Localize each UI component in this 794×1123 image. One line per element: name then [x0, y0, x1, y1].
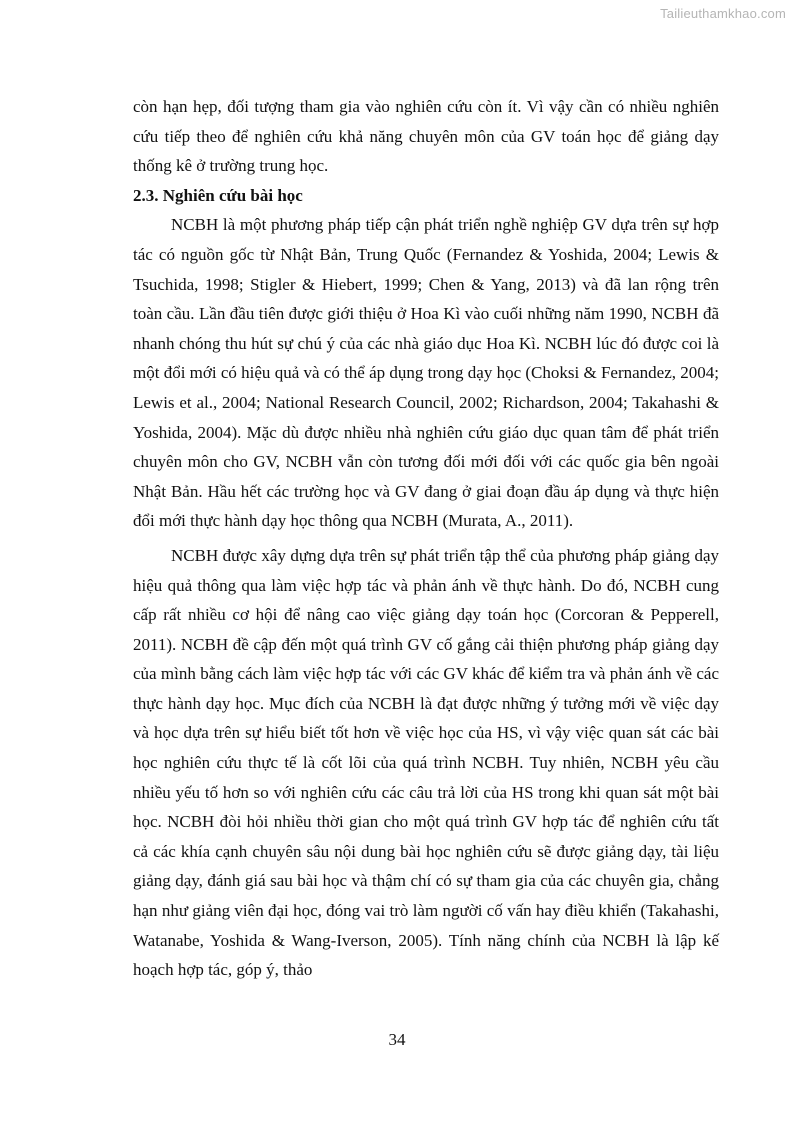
paragraph-continuation: còn hạn hẹp, đối tượng tham gia vào nghiên cứu còn ít. Vì vậy cần có nhiều nghiên cứu tiếp theo để nghiên cứu khả năng chuyên môn của GV toán học để giảng dạy thống kê ở trường trung học.	[133, 97, 719, 176]
paragraph-ncbh-process: NCBH được xây dựng dựa trên sự phát triển tập thể của phương pháp giảng dạy hiệu quả thông qua làm việc hợp tác và phản ánh về thực hành. Do đó, NCBH cung cấp rất nhiều cơ hội để nâng cao việc giảng dạy toán học (Corcoran & Pepperell, 2011). NCBH đề cập đến một quá trình GV cố gắng cải thiện phương pháp giảng dạy của mình bằng cách làm việc hợp tác với các GV khác để kiểm tra và phản ánh về các thực hành dạy học. Mục đích của NCBH là đạt được những ý tưởng mới về việc dạy và học dựa trên sự hiểu biết tốt hơn về việc học của HS, vì vậy việc quan sát các bài học nghiên cứu thực tế là cốt lõi của quá trình NCBH. Tuy nhiên, NCBH yêu cầu nhiều yếu tố hơn so với nghiên cứu các câu trả lời của HS trong khi quan sát một bài học. NCBH đòi hỏi nhiều thời gian cho một quá trình GV hợp tác để nghiên cứu tất cả các khía cạnh chuyên sâu nội dung bài học nghiên cứu sẽ được giảng dạy, tài liệu giảng dạy, đánh giá sau bài học và thậm chí có sự tham gia của các chuyên gia, chẳng hạn như giảng viên đại học, đóng vai trò làm người cố vấn hay điều khiển (Takahashi, Watanabe, Yoshida & Wang-Iverson, 2005). Tính năng chính của NCBH là lập kế hoạch hợp tác, góp ý, thảo	[133, 545, 719, 980]
page-number: 34	[388, 1030, 406, 1049]
section-heading: 2.3. Nghiên cứu bài học	[133, 185, 303, 205]
watermark: Tailieuthamkhao.com	[660, 6, 786, 21]
paragraph-ncbh-origin: NCBH là một phương pháp tiếp cận phát triển nghề nghiệp GV dựa trên sự hợp tác có nguồn gốc từ Nhật Bản, Trung Quốc (Fernandez & Yoshida, 2004; Lewis & Tsuchida, 1998; Stigler & Hiebert, 1999; Chen & Yang, 2013) và đã lan rộng trên toàn cầu. Lần đầu tiên được giới thiệu ở Hoa Kì vào cuối những năm 1990, NCBH đã nhanh chóng thu hút sự chú ý của các nhà giáo dục Hoa Kì. NCBH lúc đó được coi là một đổi mới có hiệu quả và có thể áp dụng trong dạy học (Choksi & Fernandez, 2004; Lewis et al., 2004; National Research Council, 2002; Richardson, 2004; Takahashi & Yoshida, 2004). Mặc dù được nhiều nhà nghiên cứu giáo dục quan tâm để phát triển chuyên môn cho GV, NCBH vẫn còn tương đối mới đối với các quốc gia bên ngoài Nhật Bản. Hầu hết các trường học và GV đang ở giai đoạn đầu áp dụng và thực hiện đổi mới thực hành dạy học thông qua NCBH (Murata, A., 2011).	[133, 215, 719, 531]
page-body	[133, 92, 719, 985]
